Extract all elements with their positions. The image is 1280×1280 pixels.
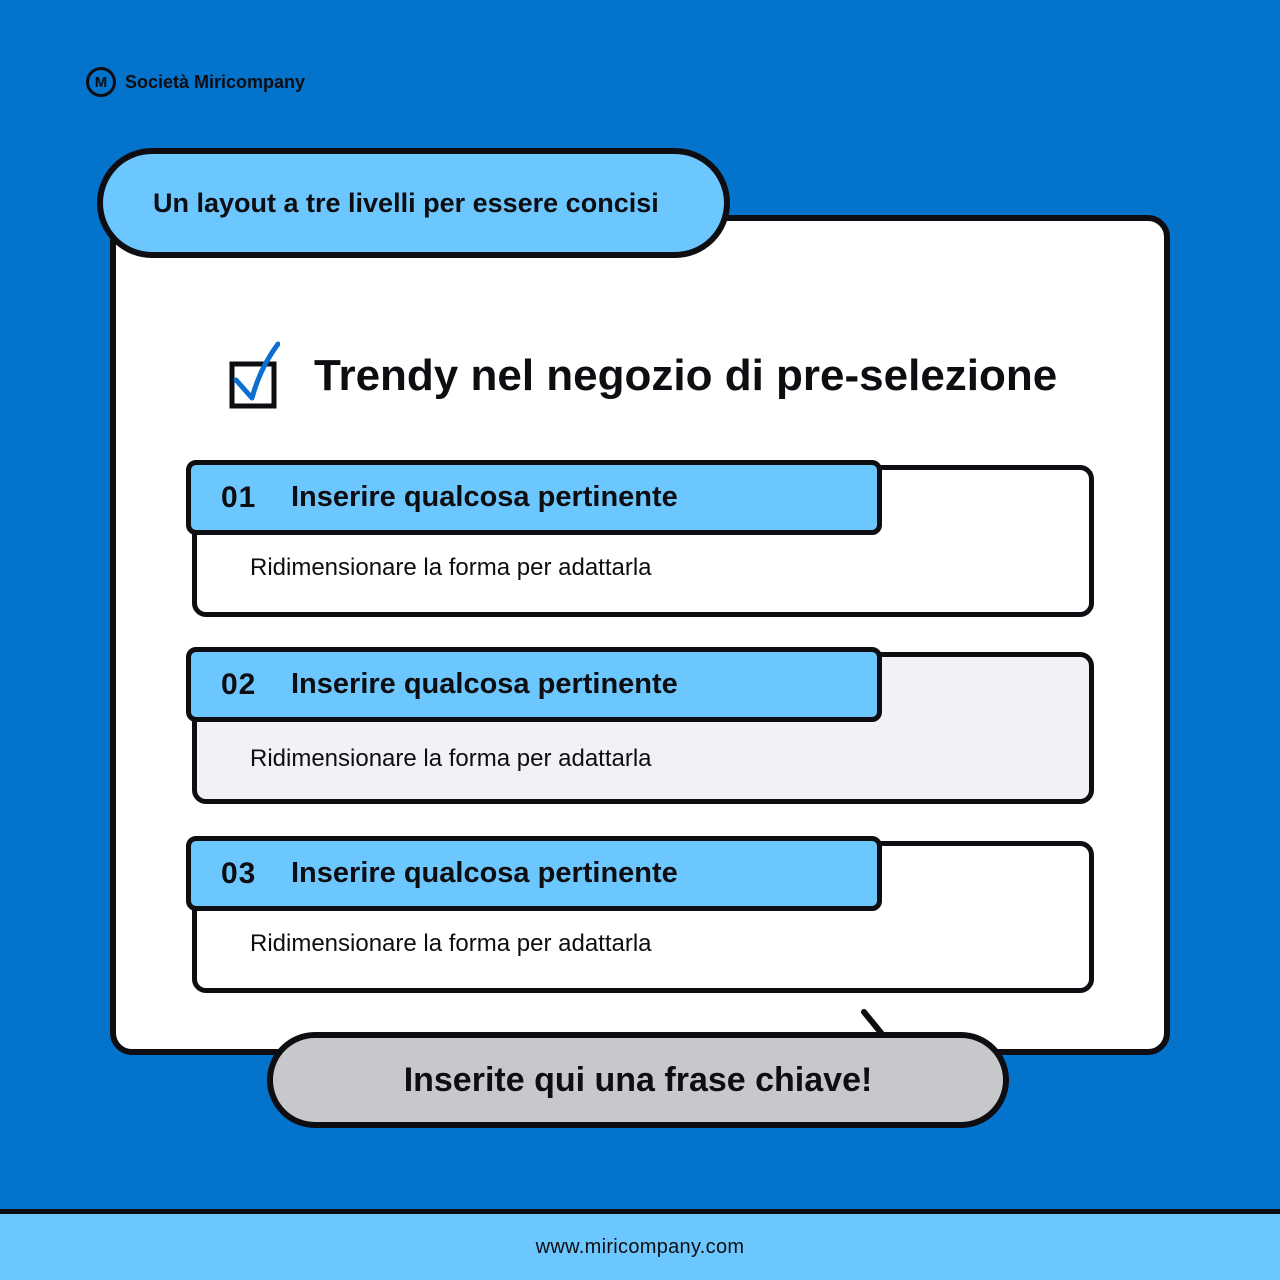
key-phrase: Inserite qui una frase chiave! [403, 1060, 873, 1099]
list-item-description: Ridimensionare la forma per adattarla [250, 745, 652, 772]
brand [86, 67, 305, 97]
page-title: Trendy nel negozio di pre-selezione [314, 351, 1058, 400]
list-item-description: Ridimensionare la forma per adattarla [250, 554, 652, 581]
brand-logo-icon: M [86, 67, 116, 97]
list-item [186, 836, 1096, 996]
footer [0, 1209, 1280, 1280]
top-pill [97, 148, 730, 258]
list-item-number: 03 [221, 856, 257, 890]
list-item [186, 460, 1096, 620]
list-item-title: Inserire qualcosa pertinente [291, 481, 678, 513]
list-item-title: Inserire qualcosa pertinente [291, 857, 678, 889]
bottom-pill [267, 1032, 1009, 1128]
brand-name: Società Miricompany [125, 71, 306, 92]
list-item-header [186, 460, 882, 535]
list-item-title: Inserire qualcosa pertinente [291, 668, 678, 700]
page-heading [228, 326, 1057, 426]
top-pill-text: Un layout a tre livelli per essere concisi [153, 187, 659, 218]
list-item-number: 01 [221, 480, 257, 514]
list-item-description: Ridimensionare la forma per adattarla [250, 930, 652, 957]
list-item-header [186, 647, 882, 722]
list-item-number: 02 [221, 667, 257, 701]
checkbox-checked-icon [228, 340, 280, 412]
footer-url[interactable]: www.miricompany.com [535, 1235, 745, 1258]
list-item [186, 647, 1096, 807]
list-item-header [186, 836, 882, 911]
